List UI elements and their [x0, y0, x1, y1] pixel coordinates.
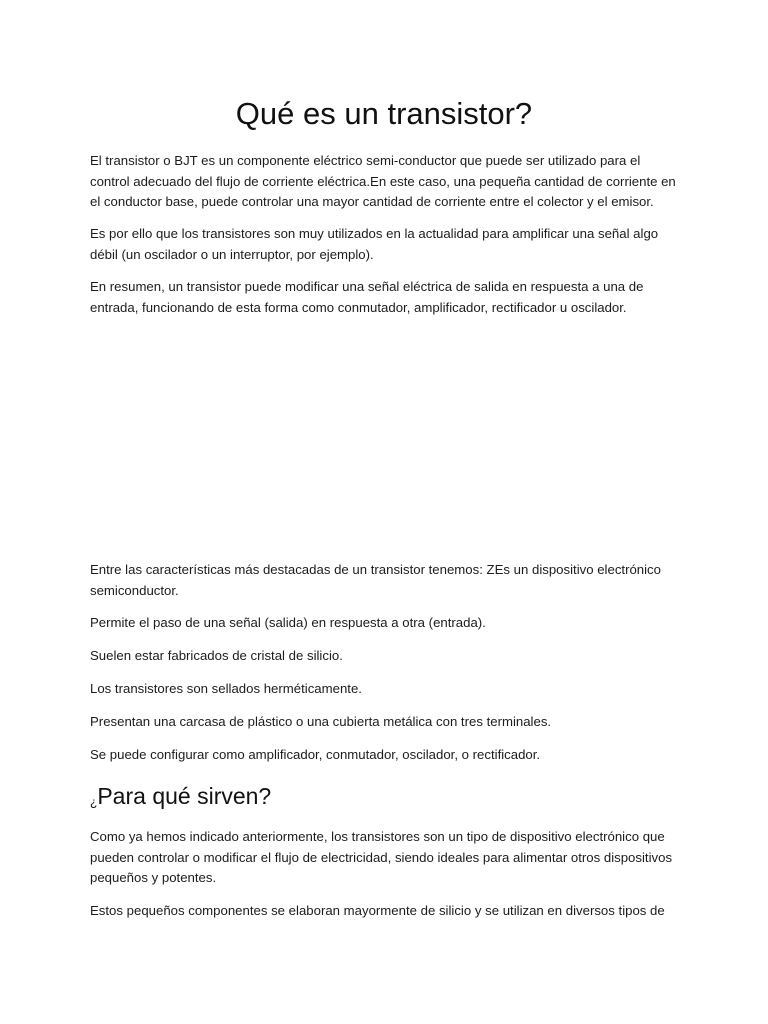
characteristics-paragraph-3: Suelen estar fabricados de cristal de silicio.	[90, 648, 343, 663]
section-heading	[90, 780, 271, 816]
section-heading-text: Para qué sirven?	[97, 783, 272, 809]
characteristics-paragraph-5: Presentan una carcasa de plástico o una cubierta metálica con tres terminales.	[90, 714, 552, 729]
intro-paragraph-2: Es por ello que los transistores son muy utilizados en la actualidad para amplificar una señal algo débil (un oscilador o un interruptor, por ejemplo).	[90, 226, 659, 262]
characteristics-paragraph-6: Se puede configurar como amplificador, conmutador, oscilador, o rectificador.	[90, 747, 541, 762]
characteristics-paragraph-2: Permite el paso de una señal (salida) en respuesta a otra (entrada).	[90, 615, 486, 630]
page-title: Qué es un transistor?	[235, 96, 533, 131]
intro-paragraph-1: El transistor o BJT es un componente eléctrico semi-conductor que puede ser utilizado para el control adecuado del flujo de corriente eléctrica.En este caso, una pequeña cantidad de corriente en el conductor base, puede controlar una mayor cantidad de corriente entre el colector y el emisor.	[90, 153, 676, 209]
intro-paragraph-3: En resumen, un transistor puede modificar una señal eléctrica de salida en respuesta a una de entrada, funcionando de esta forma como conmutador, amplificador, rectificador u oscilador.	[90, 279, 644, 315]
characteristics-paragraph-1: Entre las características más destacadas de un transistor tenemos: ZEs un dispositivo electrónico semiconductor.	[90, 562, 661, 598]
section-heading-prefix: ¿	[90, 795, 98, 809]
characteristics-paragraph-4: Los transistores son sellados herméticamente.	[90, 681, 362, 696]
section-paragraph-1: Como ya hemos indicado anteriormente, los transistores son un tipo de dispositivo electrónico que pueden controlar o modificar el flujo de electricidad, siendo ideales para alimentar otros dispositivos pequeños y potentes.	[90, 829, 673, 885]
section-paragraph-2: Estos pequeños componentes se elaboran mayormente de silicio y se utilizan en diversos tipos de	[90, 903, 665, 918]
